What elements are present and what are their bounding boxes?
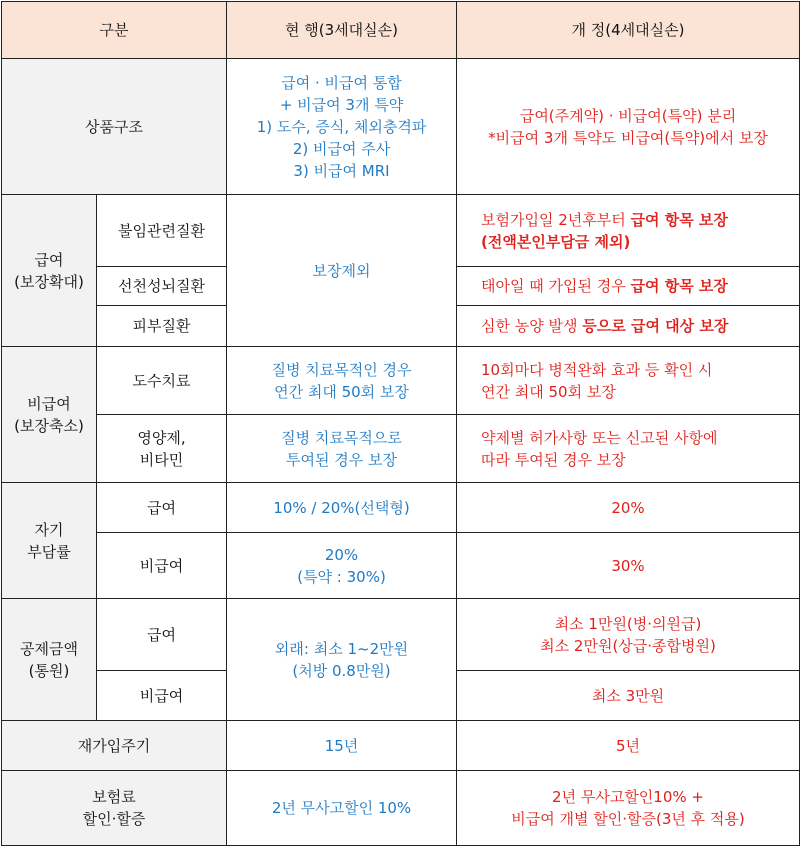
premium-revised — [457, 771, 800, 846]
deductible-label — [2, 599, 97, 721]
manual-therapy-label: 도수치료 — [97, 347, 227, 415]
copay-noncovered-label: 비급여 — [97, 533, 227, 599]
coverage-expand-label-line: 급여 — [34, 250, 64, 269]
coverage-reduce-label — [2, 347, 97, 483]
nutrient-current — [227, 415, 457, 483]
coverage-reduce-label-line: 비급여 — [27, 394, 71, 413]
copay-noncovered-current-line: (특약 : 30%) — [297, 567, 386, 586]
copay-label — [2, 483, 97, 599]
manual-therapy-revised-line: 10회마다 병적완화 효과 등 확인 시 — [481, 360, 713, 379]
structure-current-line: 1) 도수, 증식, 체외충격파 — [256, 117, 427, 136]
manual-therapy-revised — [457, 347, 800, 415]
copay-covered-label: 급여 — [97, 483, 227, 533]
deductible-current-line: 외래: 최소 1~2만원 — [274, 639, 409, 658]
copay-noncovered-revised: 30% — [457, 533, 800, 599]
premium-label — [2, 771, 227, 846]
renewal-label: 재가입주기 — [2, 721, 227, 771]
congenital-brain-revised-bold: 급여 항목 보장 — [630, 277, 728, 295]
premium-current: 2년 무사고할인 10% — [227, 771, 457, 846]
infertility-revised — [457, 195, 800, 267]
nutrient-current-line: 질병 치료목적으로 — [281, 428, 402, 447]
congenital-brain-revised-plain: 태아일 때 가입된 경우 — [481, 277, 626, 295]
structure-current — [227, 59, 457, 195]
structure-revised-line: 급여(주계약) · 비급여(특약) 분리 — [519, 106, 737, 125]
header-current: 현 행(3세대실손) — [227, 2, 457, 59]
deductible-label-line: 공제금액 — [20, 639, 78, 658]
deductible-covered-revised-line: 최소 1만원(병·의원급) — [554, 614, 702, 633]
coverage-expand-label — [2, 195, 97, 347]
copay-label-line: 자기 — [34, 520, 64, 539]
copay-row-2 — [2, 533, 800, 599]
coverage-expand-row-1 — [2, 195, 800, 267]
structure-current-line: 3) 비급여 MRI — [293, 161, 390, 180]
infertility-revised-line1 — [481, 209, 795, 231]
manual-therapy-current-line: 연간 최대 50회 보장 — [274, 382, 409, 401]
infertility-revised-line2: (전액본인부담금 제외) — [481, 232, 631, 251]
copay-covered-revised: 20% — [457, 483, 800, 533]
coverage-reduce-row-2 — [2, 415, 800, 483]
nutrient-current-line: 투여된 경우 보장 — [286, 450, 397, 469]
nutrient-revised-line: 약제별 허가사항 또는 신고된 사항에 — [481, 428, 718, 447]
structure-current-line: + 비급여 3개 특약 — [279, 95, 404, 114]
structure-revised-line: *비급여 3개 특약도 비급여(특약)에서 보장 — [488, 128, 768, 147]
nutrient-revised-line: 따라 투여된 경우 보장 — [481, 450, 626, 469]
deductible-covered-revised — [457, 599, 800, 671]
copay-noncovered-current-line: 20% — [324, 545, 359, 564]
nutrient-revised — [457, 415, 800, 483]
coverage-expand-label-line: (보장확대) — [14, 272, 84, 291]
deductible-covered-label: 급여 — [97, 599, 227, 671]
deductible-covered-revised-line: 최소 2만원(상급·종합병원) — [540, 636, 716, 655]
renewal-current: 15년 — [227, 721, 457, 771]
deductible-noncovered-label: 비급여 — [97, 671, 227, 721]
renewal-revised: 5년 — [457, 721, 800, 771]
infertility-revised-plain: 보험가입일 2년후부터 — [481, 210, 626, 229]
header-row — [2, 2, 800, 59]
premium-label-line: 보험료 — [92, 788, 136, 806]
skin-disease-label: 피부질환 — [97, 306, 227, 347]
header-revised: 개 정(4세대실손) — [457, 2, 800, 59]
manual-therapy-revised-line: 연간 최대 50회 보장 — [481, 382, 616, 401]
skin-disease-revised-plain: 심한 농양 발생 — [481, 317, 578, 335]
structure-current-line: 2) 비급여 주사 — [292, 139, 391, 158]
coverage-reduce-label-line: (보장축소) — [14, 416, 84, 435]
premium-label-line: 할인·할증 — [82, 810, 146, 828]
copay-label-line: 부담률 — [27, 542, 71, 561]
deductible-current-line: (처방 0.8만원) — [292, 661, 391, 680]
copay-covered-current: 10% / 20%(선택형) — [227, 483, 457, 533]
congenital-brain-revised — [457, 267, 800, 306]
congenital-brain-label: 선천성뇌질환 — [97, 267, 227, 306]
deductible-current — [227, 599, 457, 721]
coverage-expand-current: 보장제외 — [227, 195, 457, 347]
premium-row — [2, 771, 800, 846]
structure-label: 상품구조 — [2, 59, 227, 195]
premium-revised-line: 2년 무사고할인10% + — [552, 788, 704, 806]
infertility-label: 불임관련질환 — [97, 195, 227, 267]
comparison-table — [1, 1, 800, 846]
structure-row — [2, 59, 800, 195]
infertility-revised-bold: 급여 항목 보장 — [630, 210, 728, 229]
nutrient-label — [97, 415, 227, 483]
copay-row-1 — [2, 483, 800, 533]
skin-disease-revised-bold: 등으로 급여 대상 보장 — [582, 317, 729, 335]
structure-current-line: 급여 · 비급여 통합 — [281, 73, 402, 92]
premium-revised-line: 비급여 개별 할인·할증(3년 후 적용) — [511, 810, 745, 828]
renewal-row — [2, 721, 800, 771]
copay-noncovered-current — [227, 533, 457, 599]
nutrient-label-line: 비타민 — [139, 450, 184, 469]
structure-revised — [457, 59, 800, 195]
manual-therapy-current — [227, 347, 457, 415]
deductible-label-line: (통원) — [28, 661, 70, 680]
skin-disease-revised — [457, 306, 800, 347]
coverage-reduce-row-1 — [2, 347, 800, 415]
deductible-noncovered-revised: 최소 3만원 — [457, 671, 800, 721]
header-category: 구분 — [2, 2, 227, 59]
deductible-row-1 — [2, 599, 800, 671]
manual-therapy-current-line: 질병 치료목적인 경우 — [271, 360, 412, 379]
nutrient-label-line: 영양제, — [137, 428, 186, 447]
